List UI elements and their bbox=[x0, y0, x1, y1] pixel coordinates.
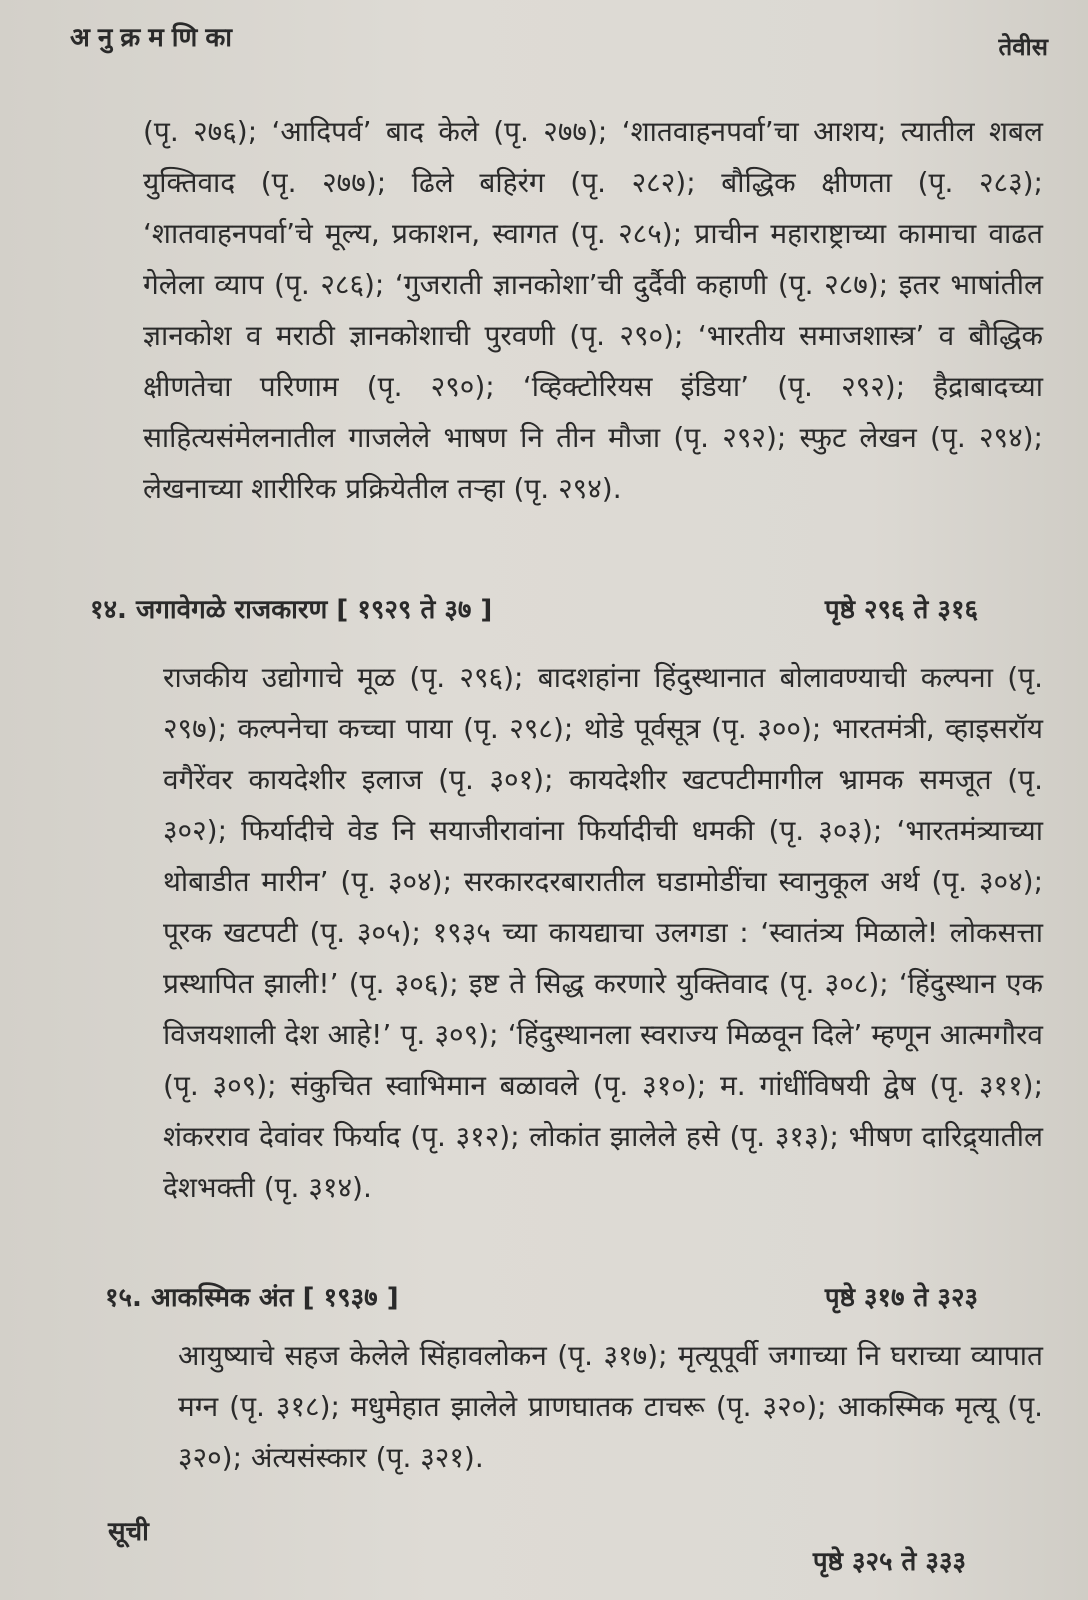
chapter15-contents: आयुष्याचे सहज केलेले सिंहावलोकन (पृ. ३१७); मृत्यूपूर्वी जगाच्या नि घराच्या व्यापात मग्न (पृ. ३१८); मधुमेहात झालेले प्राणघातक टाचरू (पृ. ३२०); आकस्मिक मृत्यू (पृ. ३२०); अंत्यसंस्कार (पृ. ३२१). bbox=[178, 1339, 1043, 1474]
chapter15-page-range: पृष्ठे ३१७ ते ३२३ bbox=[824, 1283, 978, 1313]
chapter14-contents: राजकीय उद्योगाचे मूळ (पृ. २९६); बादशहांना हिंदुस्थानात बोलावण्याची कल्पना (पृ. २९७); कल्पनेचा कच्चा पाया (पृ. २९८); थोडे पूर्वसूत्र (पृ. ३००); भारतमंत्री, व्हाइसरॉय वगैरेंवर कायदेशीर इलाज (पृ. ३०१); कायदेशीर खटपटीमागील भ्रामक समजूत (पृ. ३०२); फिर्यादीचे वेड नि सयाजीरावांना फिर्यादीची धमकी (पृ. ३०३); ‘भारतमंत्र्याच्या थोबाडीत मारीन’ (पृ. ३०४); सरकारदरबारातील घडामोडींचा स्वानुकूल अर्थ (पृ. ३०४); पूरक खटपटी (पृ. ३०५); १९३५ च्या कायद्याचा उलगडा : ‘स्वातंत्र्य मिळाले! लोकसत्ता प्रस्थापित झाली!’ (पृ. ३०६); इष्ट ते सिद्ध करणारे युक्तिवाद (पृ. ३०८); ‘हिंदुस्थान एक विजयशाली देश आहे!’ पृ. ३०९); ‘हिंदुस्थानला स्वराज्य मिळवून दिले’ म्हणून आत्मगौरव (पृ. ३०९); संकुचित स्वाभिमान बळावले (पृ. ३१०); म. गांधींविषयी द्वेष (पृ. ३११); शंकरराव देवांवर फिर्याद (पृ. ३१२); लोकांत झालेले हसे (पृ. ३१३); भीषण दारिद्र्यातील देशभक्ती (पृ. ३१४). bbox=[163, 661, 1043, 1204]
index-label: सूची bbox=[108, 1517, 149, 1547]
chapter14-title: १४. जगावेगळे राजकारण [ १९२९ ते ३७ ] bbox=[90, 595, 493, 625]
chapter14-heading bbox=[90, 590, 1038, 634]
page-number: तेवीस bbox=[998, 33, 1048, 61]
chapter15-title: १५. आकस्मिक अंत [ १९३७ ] bbox=[105, 1283, 399, 1313]
index-entry bbox=[108, 1512, 1038, 1577]
index-page-range: पृष्ठे ३२५ ते ३३३ bbox=[812, 1547, 966, 1577]
running-head-title: अनुक्रमणिका bbox=[70, 23, 241, 53]
running-head bbox=[70, 18, 1048, 68]
chapter14-page-range: पृष्ठे २९६ ते ३१६ bbox=[824, 595, 978, 625]
chapter15-heading bbox=[105, 1278, 1038, 1322]
chapter13-continued-text: (पृ. २७६); ‘आदिपर्व’ बाद केले (पृ. २७७); ‘शातवाहनपर्वा’चा आशय; त्यातील शबल युक्तिवाद (पृ. २७७); ढिले बहिरंग (पृ. २८२); बौद्धिक क्षीणता (पृ. २८३); ‘शातवाहनपर्वा’चे मूल्य, प्रकाशन, स्वागत (पृ. २८५); प्राचीन महाराष्ट्राच्या कामाचा वाढत गेलेला व्याप (पृ. २८६); ‘गुजराती ज्ञानकोशा’ची दुर्दैवी कहाणी (पृ. २८७); इतर भाषांतील ज्ञानकोश व मराठी ज्ञानकोशाची पुरवणी (पृ. २९०); ‘भारतीय समाजशास्त्र’ व बौद्धिक क्षीणतेचा परिणाम (पृ. २९०); ‘व्हिक्टोरियस इंडिया’ (पृ. २९२); हैद्राबादच्या साहित्यसंमेलनातील गाजलेले भाषण नि तीन मौजा (पृ. २९२); स्फुट लेखन (पृ. २९४); लेखनाच्या शारीरिक प्रक्रियेतील तऱ्हा (पृ. २९४). bbox=[143, 115, 1043, 505]
